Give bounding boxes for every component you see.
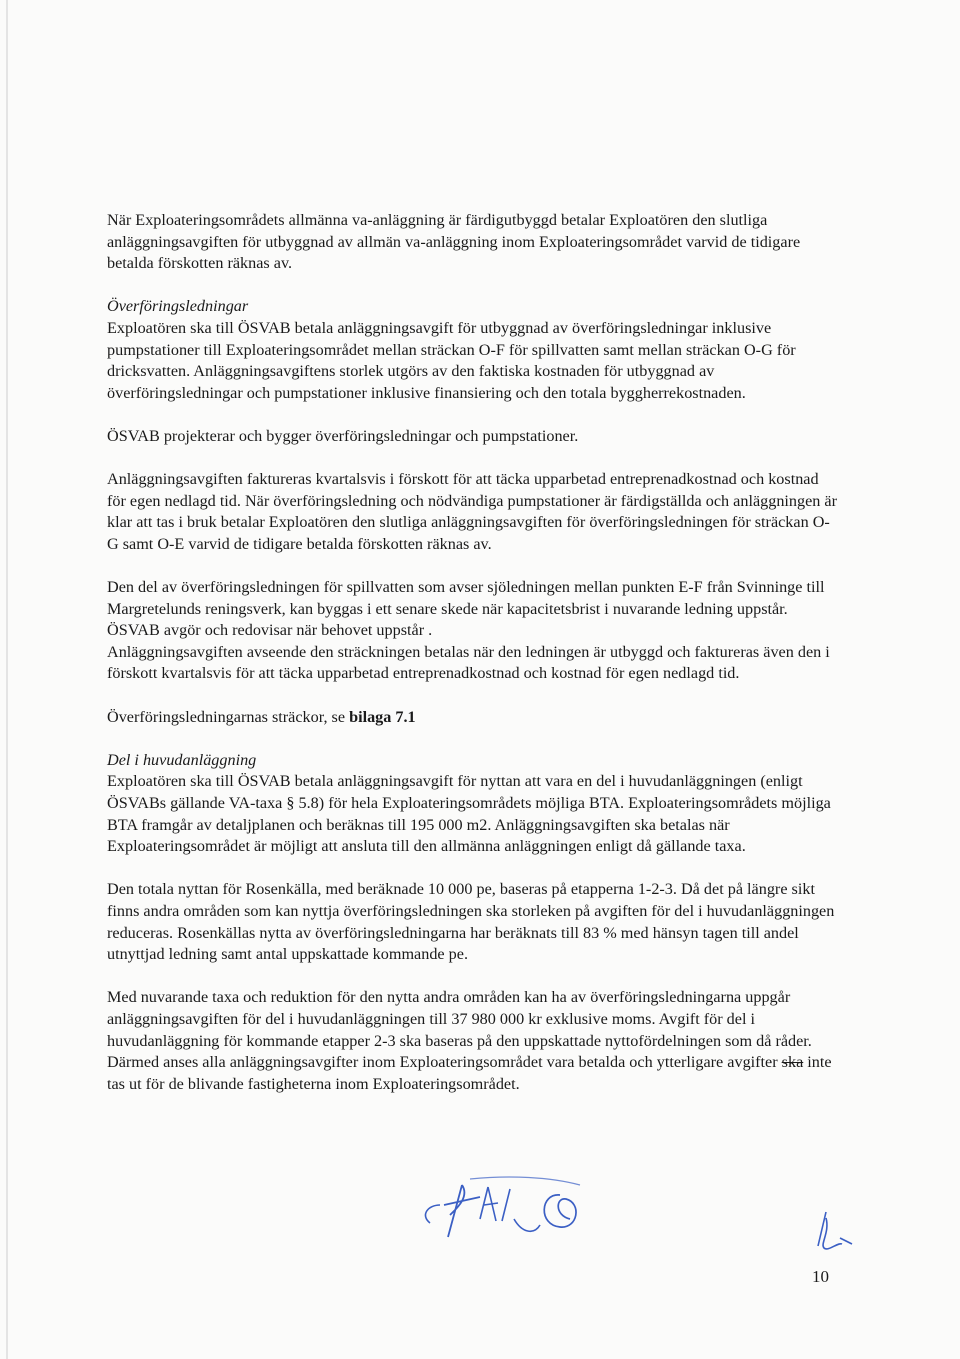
paragraph-final-fee: När Exploateringsområdets allmänna va-anläggning är färdigutbyggd betalar Exploatören den slutliga anläggningsavgiften för utbyggnad av allmän va-anläggning inom Exploateringsområdet varvid de tidigare betalda förskotten räknas av. [107,211,801,273]
heading-del-i-huvudanlaggning: Del i huvudanläggning [107,750,257,769]
handwritten-initials-graphic [808,1208,858,1253]
current-tariff-text-b: inte tas ut för de blivande fastigheterna inom Exploateringsområdet. [107,1053,832,1093]
scan-edge-line [6,0,8,1359]
lake-pipeline-text: Den del av överföringsledningen för spillvatten som avser sjöledningen mellan punkten E-F från Svinninge till Margretelunds reningsverk, kan byggas i ett senare skede när kapacitetsbrist i nuvarande ledning uppstår. ÖSVAB avgör och redovisar när behovet uppstår . [107,578,825,640]
paragraph-routes-reference [107,707,837,729]
paragraph-current-tariff [107,987,837,1095]
paragraph-quarterly-invoice: Anläggningsavgiften faktureras kvartalsvis i förskott för att täcka upparbetad entreprenadkostnad och kostnad för egen nedlagd tid. När överföringsledning och nödvändiga pumpstationer är färdigställda och anläggningen är klar att tas i bruk betalar Exploatören den slutliga anläggningsavgiften för överföringsledningen för sträckan O-G samt O-E varvid de tidigare betalda förskotten räknas av. [107,470,838,553]
current-tariff-text-a: Med nuvarande taxa och reduktion för den nytta andra områden kan ha av överföringsledningarna uppgår anläggningsavgiften för del i huvudanläggningen till 37 980 000 kr exklusive moms. Avgift för del i huvudanläggning för kommande etapper 2-3 ska baseras på den uppskattade nyttofördelningen som då råder. Därmed anses alla anläggningsavgifter inom Exploateringsområdet vara betalda och ytterligare avgifter [107,988,812,1072]
paragraph-total-benefit: Den totala nyttan för Rosenkälla, med beräknade 10 000 pe, baseras på etapperna 1-2-3. Då det på längre sikt finns andra områden som kan nyttja överföringsledningen ska storleken på avgiften för del i huvudanläggningen reduceras. Rosenkällas nytta av överföringsledningarna har beräknats till 83 % med hänsyn tagen till andel utnyttjad ledning samt antal uppskattade kommande pe. [107,880,835,964]
struck-word: ska [781,1053,804,1072]
routes-reference-text: Överföringsledningarnas sträckor, se [107,707,350,726]
paragraph-transfer-fee: Exploatören ska till ÖSVAB betala anläggningsavgift för utbyggnad av överföringsledningar inklusive pumpstationer till Exploateringsområdet mellan sträckan O-F för spillvatten samt mellan sträckan O-G för dricksvatten. Anläggningsavgiftens storlek utgörs av den faktiska kostnaden för utbyggnad av överföringsledningar och pumpstationer inklusive finansiering och den totala byggherrekostnaden. [107,318,796,402]
lake-pipeline-fee-text: Anläggningsavgiften avseende den sträckningen betalas när den ledningen är utbyggd och faktureras även den i förskott kvartalsvis för att täcka upparbetad entreprenadkostnad och kostnad för egen nedlagd tid. [107,642,830,683]
paragraph-lake-pipeline [107,577,837,685]
appendix-reference: bilaga 7.1 [349,707,416,726]
paragraph-main-facility-fee: Exploatören ska till ÖSVAB betala anläggningsavgift för nyttan att vara en del i huvudanläggningen (enligt ÖSVABs gällande VA-taxa § 5.8) för hela Exploateringsområdets möjliga BTA. Exploateringsområdets möjliga BTA framgår av detaljplanen och beräknas till 195 000 m2. Anläggningsavgiften ska betalas när Exploateringsområdet är möjligt att ansluta till den allmänna anläggningen enligt då gällande taxa. [107,772,831,856]
page-number: 10 [812,1267,829,1286]
handwritten-signature-graphic [410,1175,600,1245]
document-body [107,210,837,1117]
paragraph-osvab-projects: ÖSVAB projekterar och bygger överföringsledningar och pumpstationer. [107,426,579,445]
heading-overforingsledningar: Överföringsledningar [107,297,249,316]
